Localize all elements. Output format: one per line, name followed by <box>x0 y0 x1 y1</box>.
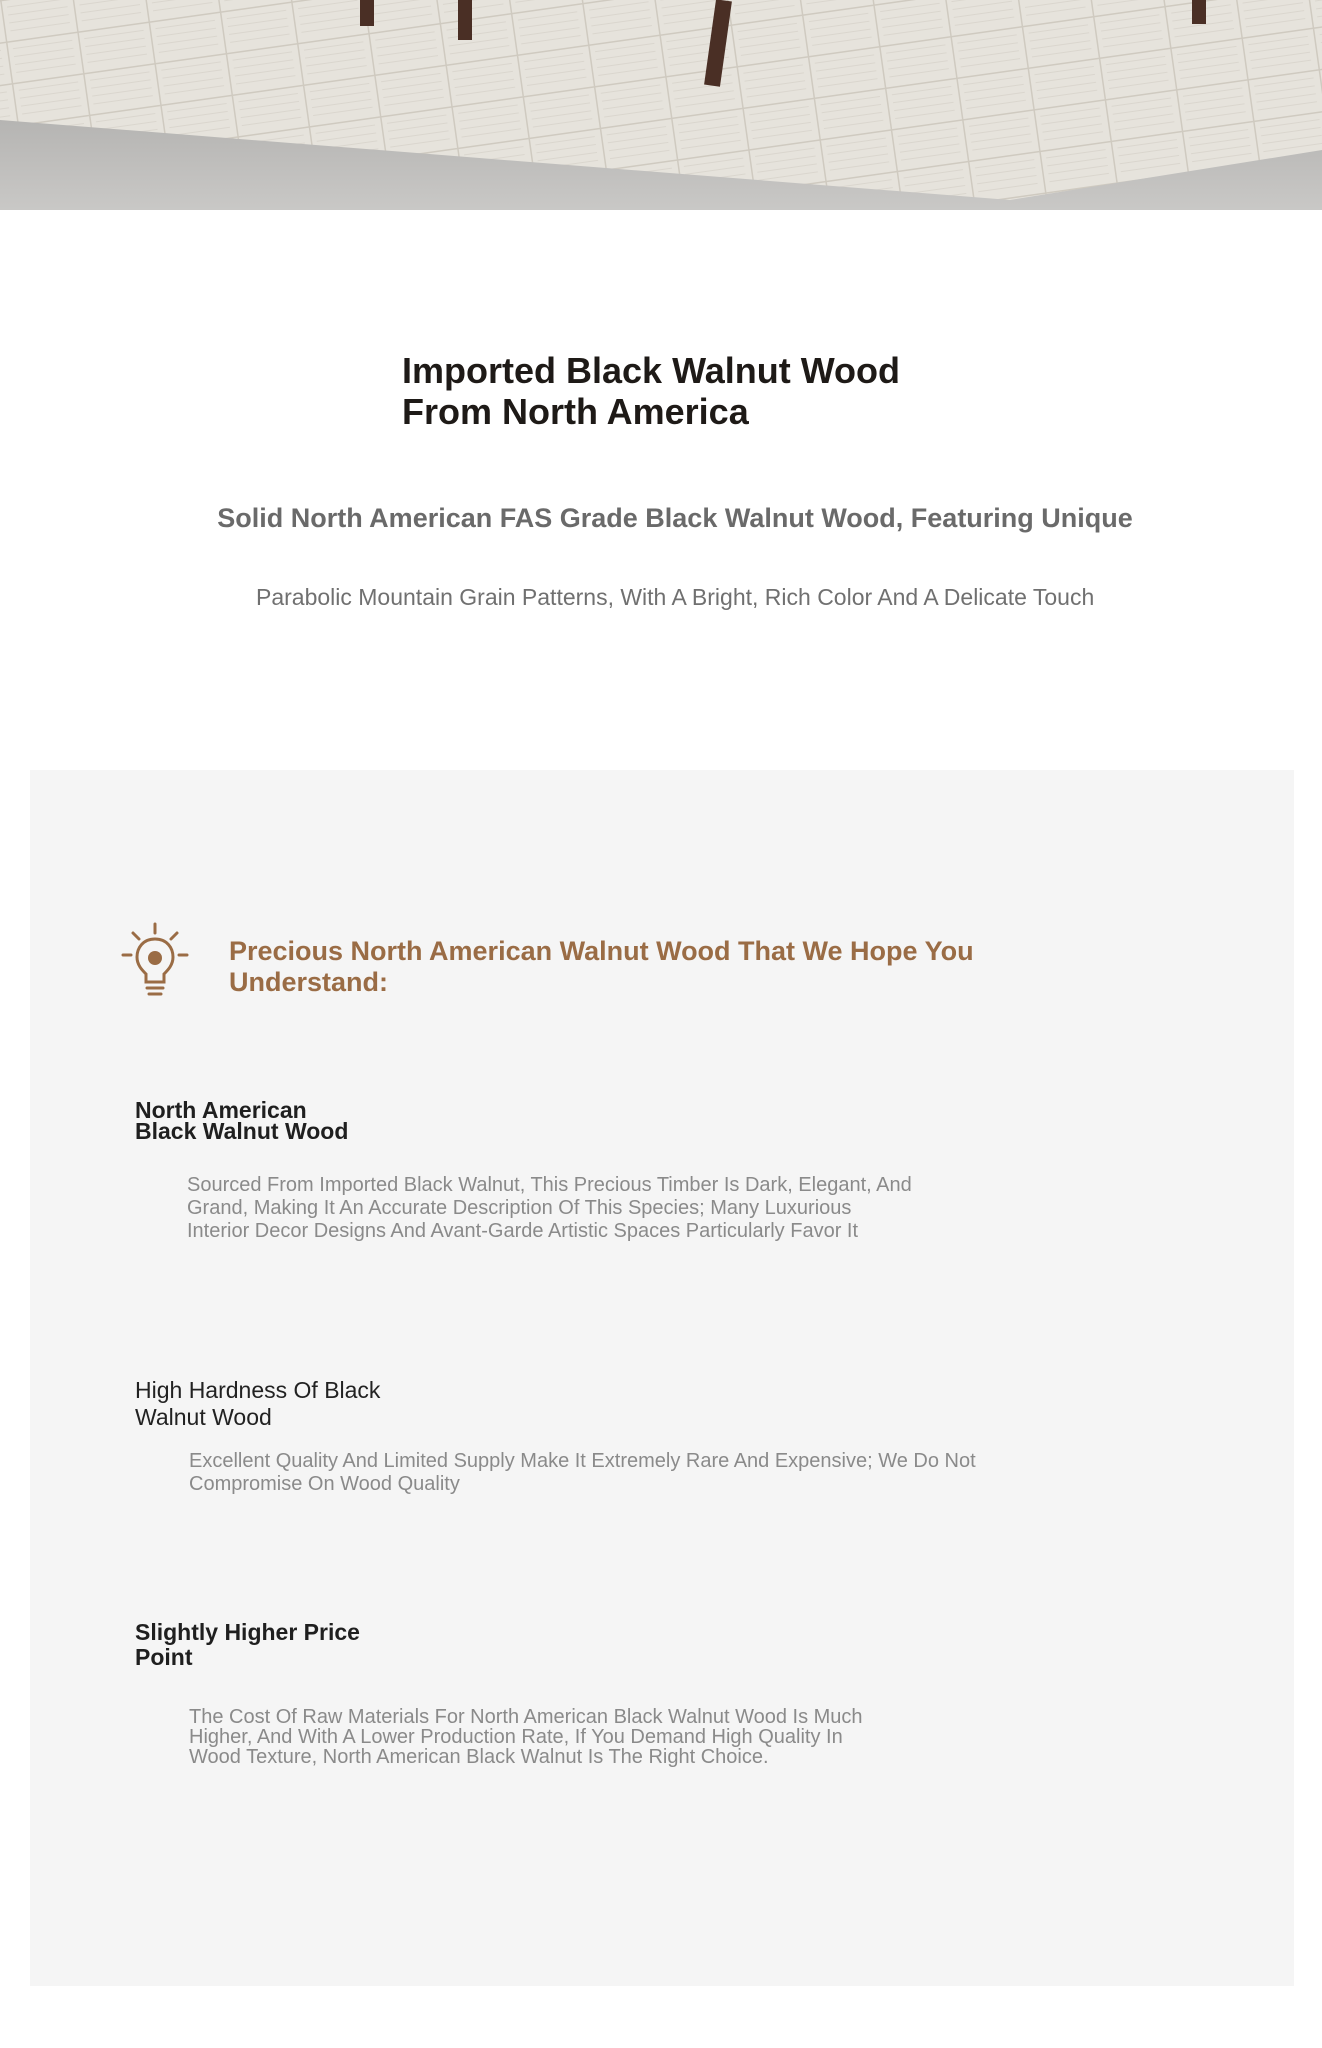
item-desc-line: Higher, And With A Lower Production Rate, If You Demand High Quality In <box>189 1726 843 1748</box>
item-desc-line: Sourced From Imported Black Walnut, This Precious Timber Is Dark, Elegant, And <box>187 1174 912 1196</box>
item-desc-price <box>189 1707 863 1767</box>
item-desc-hardness <box>189 1450 976 1496</box>
item-desc-line: The Cost Of Raw Materials For North American Black Walnut Wood Is Much <box>189 1706 863 1728</box>
item-title-line2: Black Walnut Wood <box>135 1118 349 1144</box>
item-title-line1: North American <box>135 1097 307 1123</box>
item-title-hardness <box>135 1377 555 1431</box>
walnut-info-panel <box>30 770 1294 1986</box>
panel-title-line2: Understand: <box>229 967 389 997</box>
panel-title-line1: Precious North American Walnut Wood That We Hope You <box>229 936 974 966</box>
item-title-line2: Point <box>135 1644 193 1670</box>
page-title-line1: Imported Black Walnut Wood <box>402 350 901 391</box>
item-desc-line: Wood Texture, North American Black Walnut Is The Right Choice. <box>189 1746 769 1768</box>
intro-subheading: Solid North American FAS Grade Black Walnut Wood, Featuring Unique <box>217 503 1133 533</box>
item-desc-line: Compromise On Wood Quality <box>189 1473 460 1495</box>
item-desc-black-walnut <box>187 1174 912 1243</box>
intro-subtext: Parabolic Mountain Grain Patterns, With A Bright, Rich Color And A Delicate Touch <box>256 584 1095 610</box>
item-title-black-walnut <box>135 1097 555 1144</box>
item-title-line1: High Hardness Of Black <box>135 1377 381 1403</box>
item-title-line2: Walnut Wood <box>135 1404 272 1430</box>
item-desc-line: Grand, Making It An Accurate Description Of This Species; Many Luxurious <box>187 1197 852 1219</box>
item-desc-line: Excellent Quality And Limited Supply Make It Extremely Rare And Expensive; We Do Not <box>189 1450 976 1472</box>
item-title-price <box>135 1620 555 1670</box>
hero-image <box>0 0 1322 210</box>
item-desc-line: Interior Decor Designs And Avant-Garde Artistic Spaces Particularly Favor It <box>187 1220 859 1242</box>
item-title-line1: Slightly Higher Price <box>135 1619 360 1645</box>
page-title <box>402 350 942 432</box>
page-title-line2: From North America <box>402 391 749 432</box>
lightbulb-icon <box>120 922 190 1002</box>
panel-title <box>229 936 1029 998</box>
